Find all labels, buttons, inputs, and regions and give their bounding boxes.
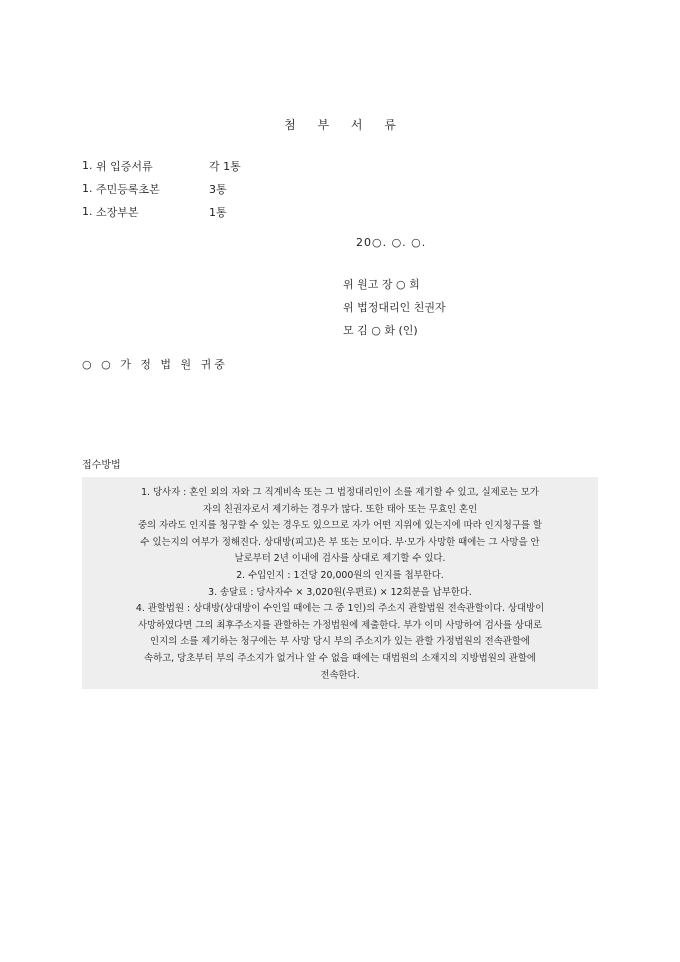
filing-method-line: 전속한다. [320,669,360,681]
filing-method-line: 2. 수입인지 : 1건당 20,000원의 인지를 첩부한다. [236,569,444,581]
filing-method-line: 수 있는지의 여부가 정해진다. 상대방(피고)은 부 또는 모이다. 부·모가 사망한 때에는 그 사망을 안 [140,536,540,548]
attachment-quantity: 3통 [209,182,227,196]
attachment-name: 소장부본 [96,205,139,219]
filing-method-line: 중의 자라도 인지를 청구할 수 있는 경우도 있으므로 자가 어떤 지위에 있는지에 따라 인지청구를 할 [138,520,542,532]
filing-method-line: 날로부터 2년 이내에 검사를 상대로 제기할 수 있다. [234,553,446,565]
attachment-name: 위 입증서류 [96,159,153,173]
attachment-quantity: 1통 [209,205,227,219]
signature-legal-representative: 위 법정대리인 친권자 [343,300,446,314]
filing-method-box [82,477,598,689]
court-addressee: ○ ○ 가 정 법 원 귀중 [82,358,228,371]
attachment-list [82,154,241,223]
attachment-quantity: 각 1통 [209,159,241,173]
attachment-item [82,154,241,177]
filing-method-line: 자의 친권자로서 제기하는 경우가 많다. 또한 태아 또는 무효인 혼인 [202,503,478,515]
filing-method-line: 사망하였다면 그의 최후주소지를 관할하는 가정법원에 제출한다. 부가 이미 사망하여 검사를 상대로 [137,619,543,631]
attachment-item [82,177,241,200]
attachment-number: 1. [82,205,93,218]
filing-method-line: 인지의 소를 제기하는 청구에는 부 사망 당시 부의 주소지가 있는 관할 가정법원의 전속관할에 [150,636,530,648]
page-title: 첨 부 서 류 [284,118,405,132]
document-date: 20○. ○. ○. [356,236,427,249]
filing-method-line: 4. 관할법원 : 상대방(상대방이 수인일 때에는 그 중 1인)의 주소지 관할법원 전속관할이다. 상대방이 [135,603,545,615]
filing-method-line: 1. 당사자 : 혼인 외의 자와 그 직계비속 또는 그 법정대리인이 소를 제기할 수 있고, 실제로는 모가 [141,487,539,498]
signature-block [343,272,446,341]
attachment-name: 주민등록초본 [96,182,160,196]
signature-mother: 모 김 ○ 화 (인) [343,323,418,337]
filing-method-heading: 접수방법 [82,460,121,471]
filing-method-line: 3. 송달료 : 당사자수 × 3,020원(우편료) × 12회분을 납부한다. [208,586,472,598]
attachment-number: 1. [82,159,93,172]
attachment-number: 1. [82,182,93,195]
attachment-item [82,200,241,223]
filing-method-line: 속하고, 당초부터 부의 주소지가 없거나 알 수 없을 때에는 대법원의 소재지의 지방법원의 관할에 [144,652,536,664]
signature-plaintiff: 위 원고 장 ○ 희 [343,277,420,291]
